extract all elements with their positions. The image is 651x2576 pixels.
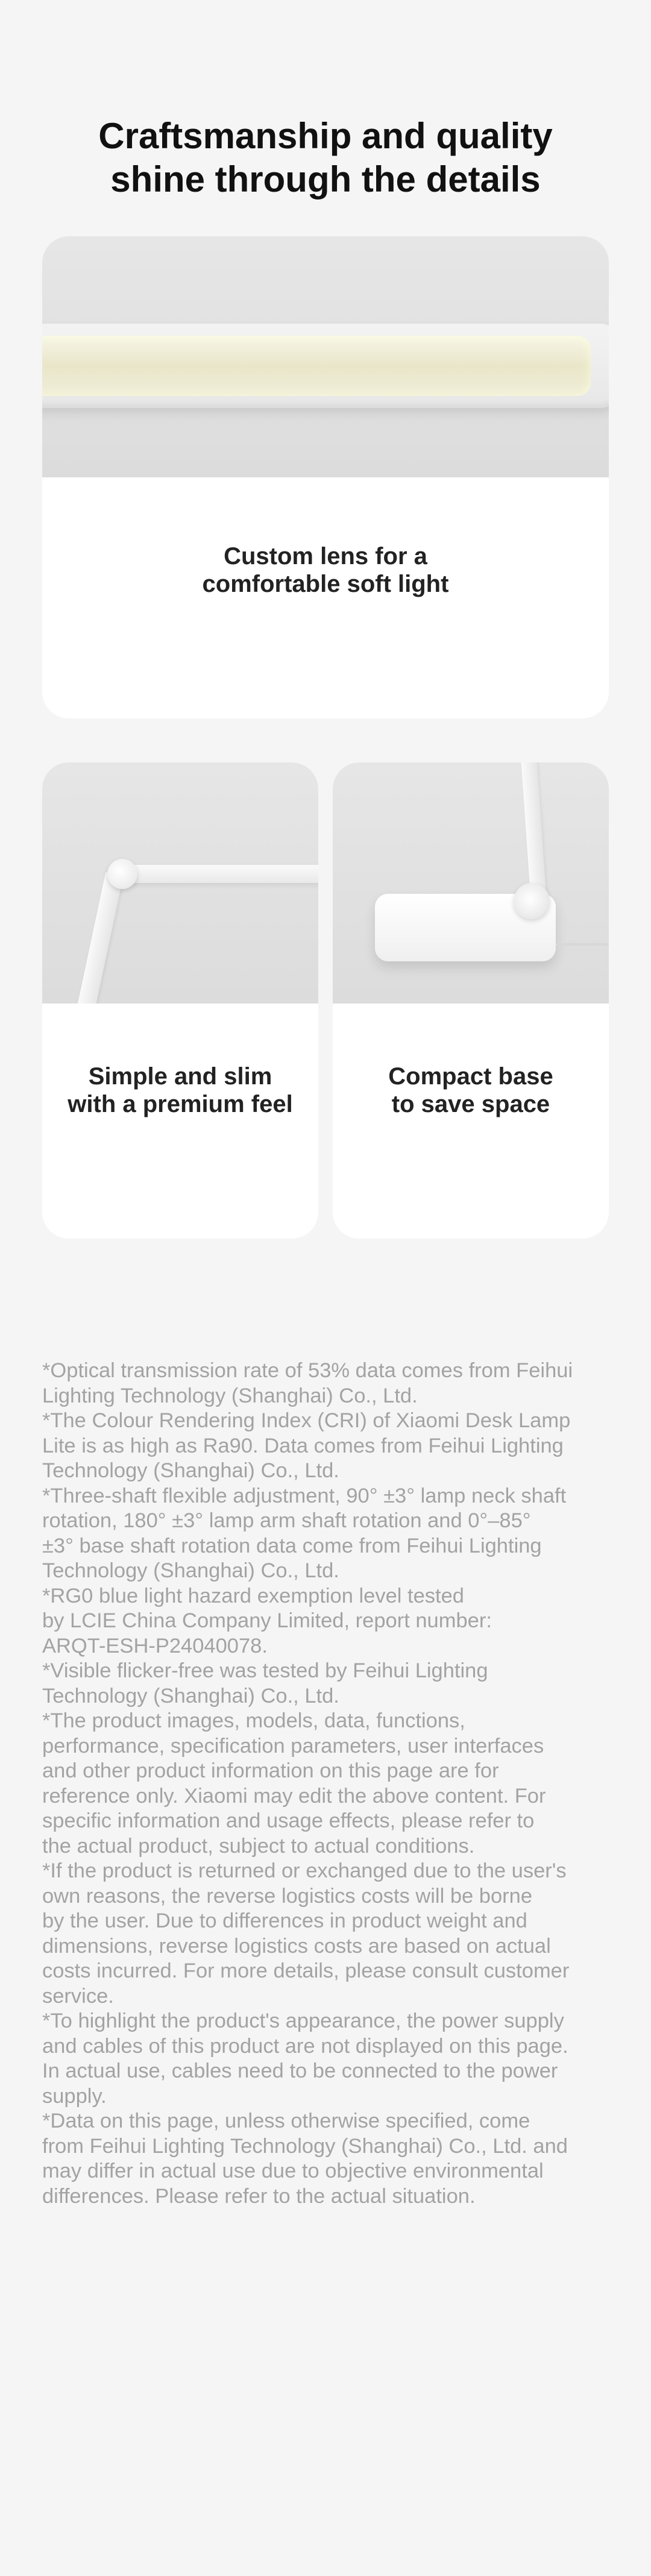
footnote-line: the actual product, subject to actual conditions. [42, 1834, 475, 1858]
footnote-line: *If the product is returned or exchanged due to the user's [42, 1859, 567, 1882]
lamp-neck-illustration [77, 872, 124, 1004]
lamp-joint-illustration [107, 859, 137, 889]
footnote-line: Lite is as high as Ra90. Data comes from Feihui Lighting [42, 1434, 564, 1457]
footnote-line: Lighting Technology (Shanghai) Co., Ltd. [42, 1384, 418, 1407]
footnote-line: Technology (Shanghai) Co., Ltd. [42, 1684, 339, 1707]
disclaimer-footnotes [42, 1359, 615, 2209]
footnote-line: *Optical transmission rate of 53% data comes from Feihui [42, 1359, 573, 1382]
footnote-line: performance, specification parameters, user interfaces [42, 1734, 544, 1758]
footnote-line: may differ in actual use due to objective environmental [42, 2160, 544, 2182]
footnote-line: Technology (Shanghai) Co., Ltd. [42, 1559, 339, 1582]
lamp-head-illustration [42, 324, 609, 408]
lamp-arm-illustration [121, 865, 318, 883]
footnote-line: supply. [42, 2084, 107, 2108]
arm-image [42, 762, 318, 1004]
feature-caption-line: to save space [391, 1091, 550, 1117]
feature-caption-line: Compact base [388, 1063, 553, 1090]
feature-caption [42, 542, 609, 598]
footnote-line: ±3° base shaft rotation data come from Feihui Lighting [42, 1534, 542, 1557]
footnote [42, 1484, 615, 1584]
footnote-line: by the user. Due to differences in product weight and [42, 1909, 527, 1932]
feature-caption [333, 1063, 609, 1118]
footnote-line: *The Colour Rendering Index (CRI) of Xiaomi Desk Lamp [42, 1409, 571, 1432]
footnote-line: and other product information on this page are for [42, 1759, 499, 1782]
footnote [42, 1859, 615, 2009]
feature-caption-line: comfortable soft light [202, 571, 449, 597]
footnote-line: service. [42, 1984, 114, 2008]
footnote [42, 1409, 615, 1484]
lens-glow [42, 336, 591, 396]
feature-caption [42, 1063, 318, 1118]
footnote-line: and cables of this product are not displayed on this page. [42, 2034, 568, 2058]
feature-card-base [333, 762, 609, 1239]
footnote-line: reference only. Xiaomi may edit the above content. For [42, 1784, 546, 1808]
feature-caption-line: with a premium feel [68, 1091, 293, 1117]
footnote-line: specific information and usage effects, please refer to [42, 1809, 535, 1832]
footnote-line: from Feihui Lighting Technology (Shanghai) Co., Ltd. and [42, 2134, 568, 2158]
footnote [42, 1659, 615, 1709]
footnote-line: ARQT-ESH-P24040078. [42, 1634, 268, 1657]
footnote-line: costs incurred. For more details, please consult customer [42, 1959, 570, 1982]
footnote [42, 1359, 615, 1409]
footnote-line: dimensions, reverse logistics costs are based on actual [42, 1934, 551, 1958]
footnote-line: by LCIE China Company Limited, report number: [42, 1609, 492, 1632]
footnote-line: Technology (Shanghai) Co., Ltd. [42, 1459, 339, 1482]
footnote-line: own reasons, the reverse logistics costs will be borne [42, 1884, 533, 1908]
footnote [42, 2009, 615, 2109]
section-title-line: Craftsmanship and quality [98, 116, 553, 156]
footnote [42, 2109, 615, 2209]
footnote-line: *Data on this page, unless otherwise specified, come [42, 2109, 530, 2132]
feature-caption-line: Simple and slim [88, 1063, 272, 1090]
footnote-line: *To highlight the product's appearance, the power supply [42, 2009, 564, 2032]
footnote [42, 1709, 615, 1859]
footnote [42, 1584, 615, 1659]
footnote-line: *RG0 blue light hazard exemption level tested [42, 1584, 464, 1607]
feature-card-lens [42, 236, 609, 718]
lens-image [42, 236, 609, 477]
feature-caption-line: Custom lens for a [224, 543, 427, 570]
cable-illustration [556, 943, 609, 946]
footnote-line: *The product images, models, data, functions, [42, 1709, 465, 1732]
lamp-post-illustration [521, 762, 546, 896]
base-image [333, 762, 609, 1004]
section-title-line: shine through the details [110, 159, 541, 199]
footnote-line: *Visible flicker-free was tested by Feihui Lighting [42, 1659, 488, 1682]
lamp-knob-illustration [514, 883, 550, 919]
footnote-line: In actual use, cables need to be connected to the power [42, 2059, 558, 2082]
section-title [0, 115, 651, 201]
footnote-line: *Three-shaft flexible adjustment, 90° ±3° lamp neck shaft [42, 1484, 567, 1507]
footnote-line: differences. Please refer to the actual situation. [42, 2184, 476, 2208]
footnote-line: rotation, 180° ±3° lamp arm shaft rotation and 0°–85° [42, 1509, 531, 1532]
feature-card-arm [42, 762, 318, 1239]
